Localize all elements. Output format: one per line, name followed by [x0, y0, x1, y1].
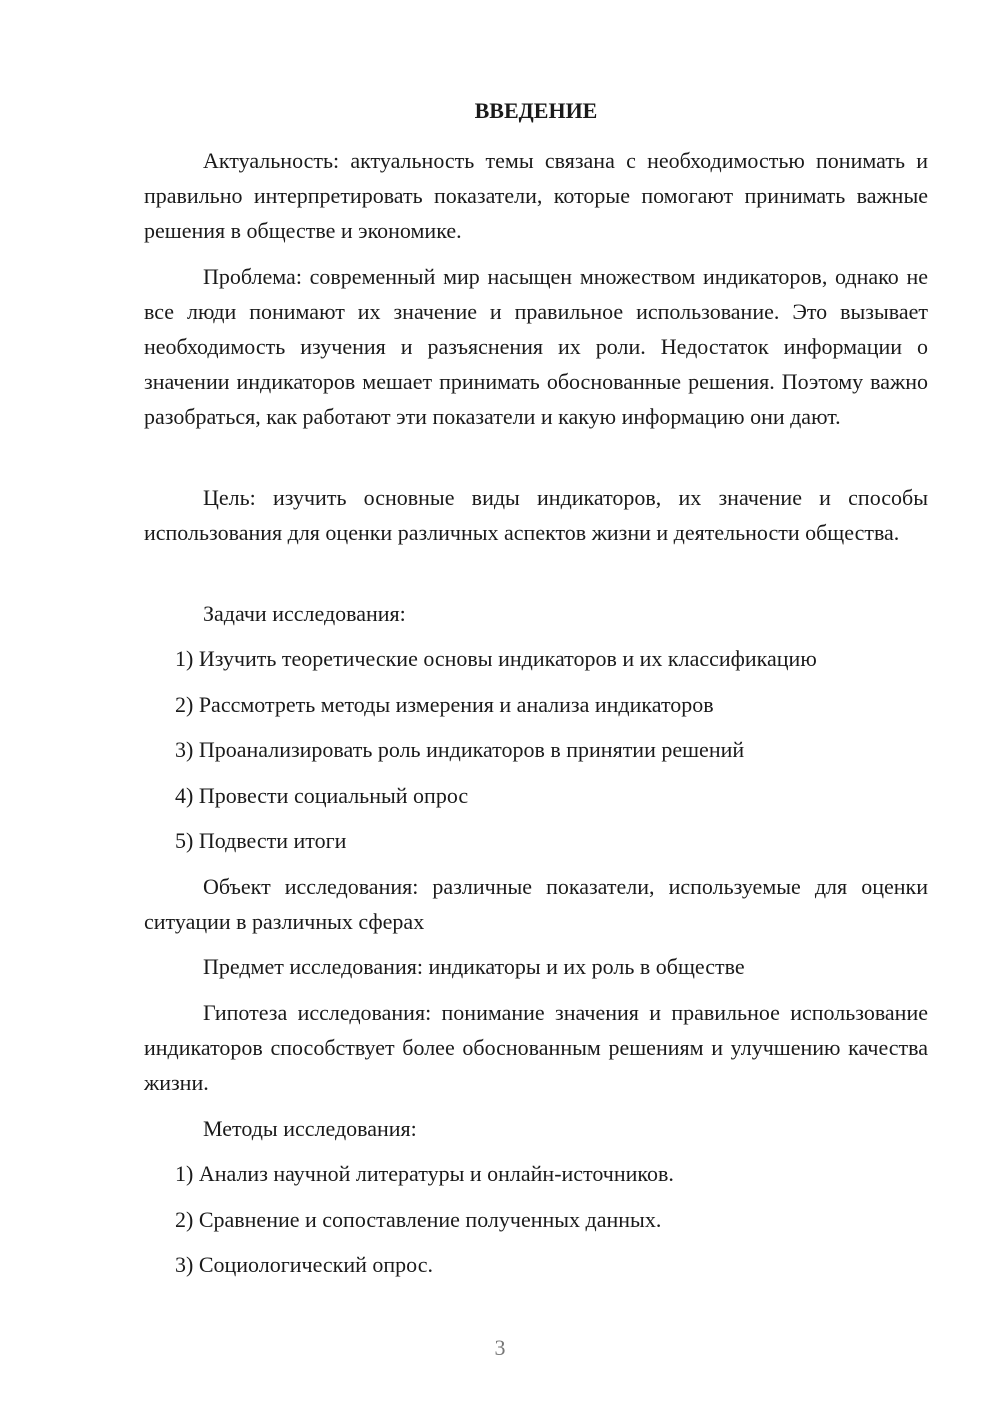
- method-item-1: 1) Анализ научной литературы и онлайн-источников.: [175, 1161, 674, 1186]
- task-item-5: 5) Подвести итоги: [175, 828, 347, 853]
- task-item-3: 3) Проанализировать роль индикаторов в принятии решений: [175, 737, 745, 762]
- method-item-2: 2) Сравнение и сопоставление полученных данных.: [175, 1207, 662, 1232]
- page-title: ВВЕДЕНИЕ: [474, 98, 598, 123]
- methods-heading: Методы исследования:: [203, 1116, 417, 1141]
- page-number: 3: [494, 1335, 506, 1360]
- tasks-heading: Задачи исследования:: [203, 601, 406, 626]
- paragraph-relevance: Актуальность: актуальность темы связана с необходимостью понимать и правильно интерпретировать показатели, которые помогают принимать важные решения в обществе и экономике.: [144, 148, 928, 243]
- paragraph-problem: Проблема: современный мир насыщен множеством индикаторов, однако не все люди понимают их значение и правильное использование. Это вызывает необходимость изучения и разъяснения их роли. Недостаток информации о значении индикаторов мешает принимать обоснованные решения. Поэтому важно разобраться, как работают эти показатели и какую информацию они дают.: [144, 264, 928, 429]
- paragraph-object: Объект исследования: различные показатели, используемые для оценки ситуации в различных сферах: [144, 874, 928, 934]
- task-item-1: 1) Изучить теоретические основы индикаторов и их классификацию: [175, 646, 817, 671]
- method-item-3: 3) Социологический опрос.: [175, 1252, 433, 1277]
- task-item-4: 4) Провести социальный опрос: [175, 783, 469, 808]
- paragraph-hypothesis: Гипотеза исследования: понимание значения и правильное использование индикаторов способствует более обоснованным решениям и улучшению качества жизни.: [144, 1000, 928, 1095]
- task-item-2: 2) Рассмотреть методы измерения и анализа индикаторов: [175, 692, 714, 717]
- paragraph-goal: Цель: изучить основные виды индикаторов, их значение и способы использования для оценки различных аспектов жизни и деятельности общества.: [144, 485, 928, 545]
- paragraph-subject: Предмет исследования: индикаторы и их роль в обществе: [203, 954, 745, 979]
